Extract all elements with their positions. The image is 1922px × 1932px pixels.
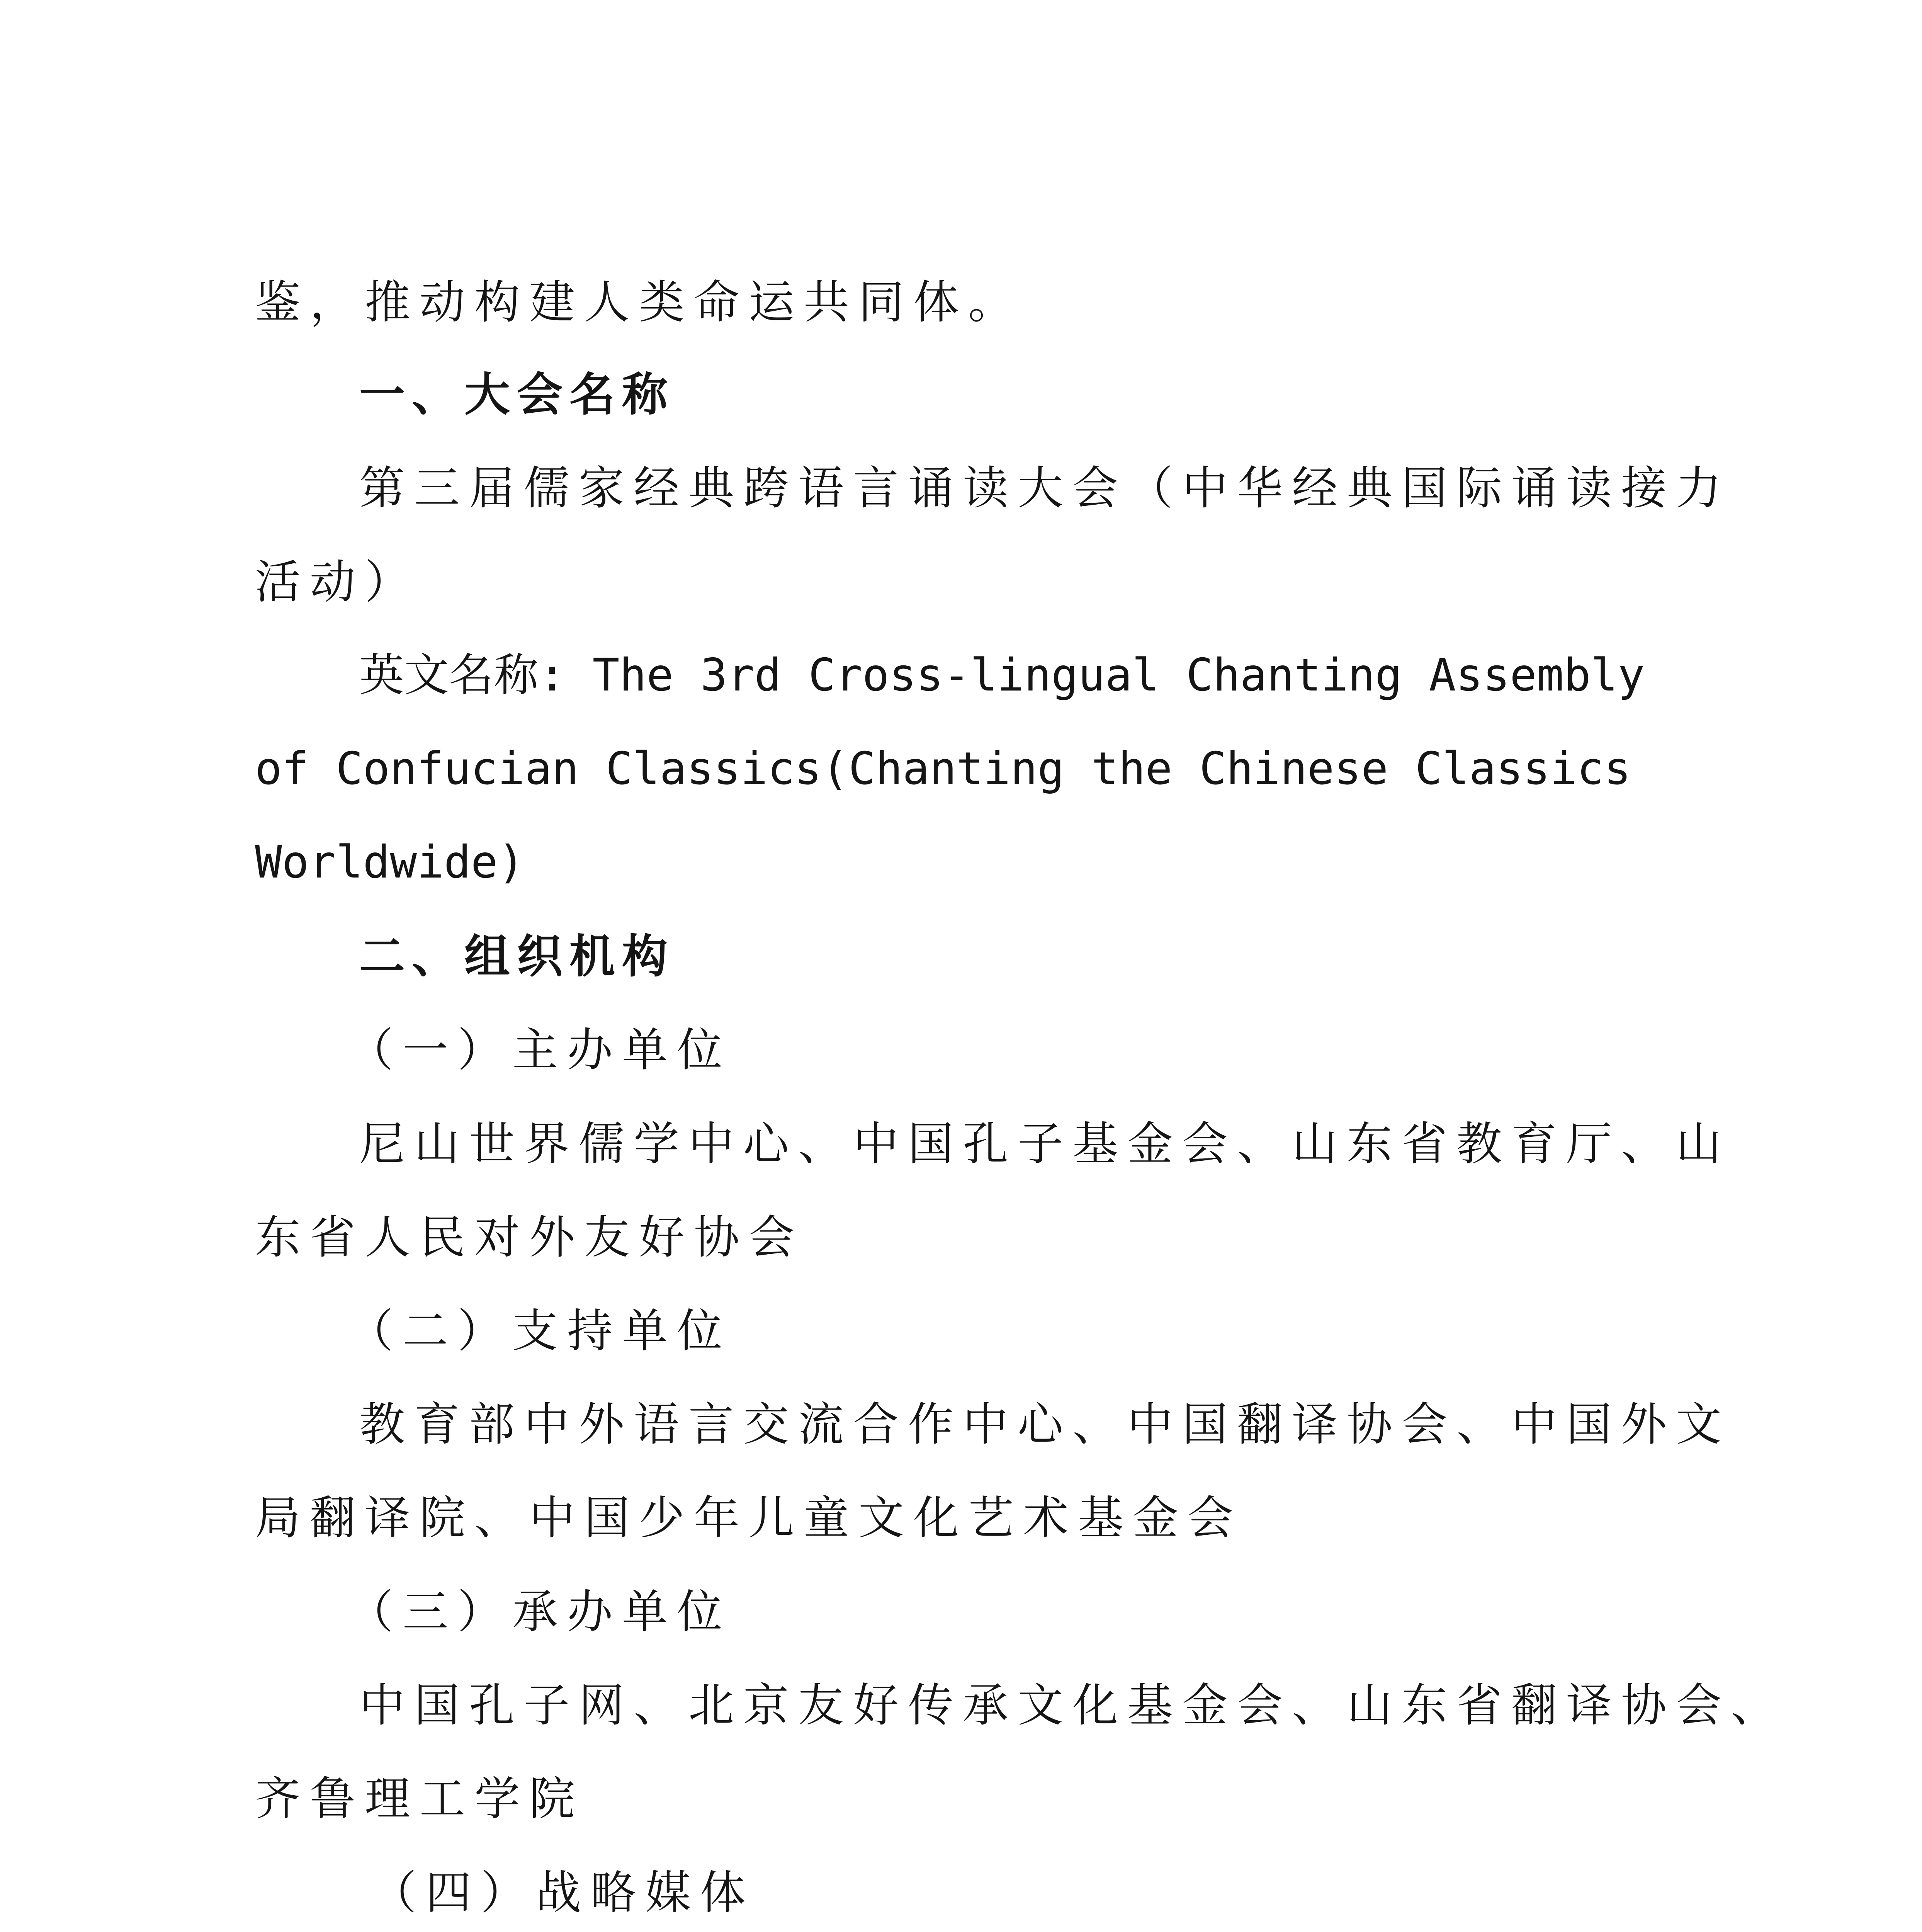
- subsection-heading-support: （二）支持单位: [348, 1304, 732, 1357]
- body-text-line: 教育部中外语言交流合作中心、中国翻译协会、中国外文: [359, 1398, 1731, 1451]
- body-text-line: 东省人民对外友好协会: [255, 1211, 804, 1264]
- body-text-line: 齐鲁理工学院: [255, 1772, 585, 1825]
- body-text-line: 鉴，推动构建人类命运共同体。: [255, 276, 1023, 329]
- english-name-line: Worldwide): [255, 836, 525, 888]
- section-heading-name: 一、大会名称: [359, 368, 675, 421]
- body-text-line: 第三届儒家经典跨语言诵读大会（中华经典国际诵读接力: [359, 461, 1731, 515]
- body-text-line: 局翻译院、中国少年儿童文化艺术基金会: [255, 1491, 1243, 1544]
- english-name-line: 英文名称: The 3rd Cross-lingual Chanting Assembly: [359, 649, 1645, 701]
- body-text-line: 尼山世界儒学中心、中国孔子基金会、山东省教育厅、山: [359, 1117, 1731, 1170]
- body-text-line: 活动）: [255, 555, 420, 609]
- section-heading-organization: 二、组织机构: [359, 930, 675, 983]
- subsection-heading-media: （四）战略媒体: [371, 1866, 755, 1919]
- subsection-heading-organizer: （三）承办单位: [348, 1585, 732, 1638]
- body-text-line: 中国孔子网、北京友好传承文化基金会、山东省翻译协会、: [359, 1679, 1786, 1732]
- english-name-line: of Confucian Classics(Chanting the Chinese Classics: [255, 743, 1631, 795]
- subsection-heading-host: （一）主办单位: [348, 1023, 732, 1077]
